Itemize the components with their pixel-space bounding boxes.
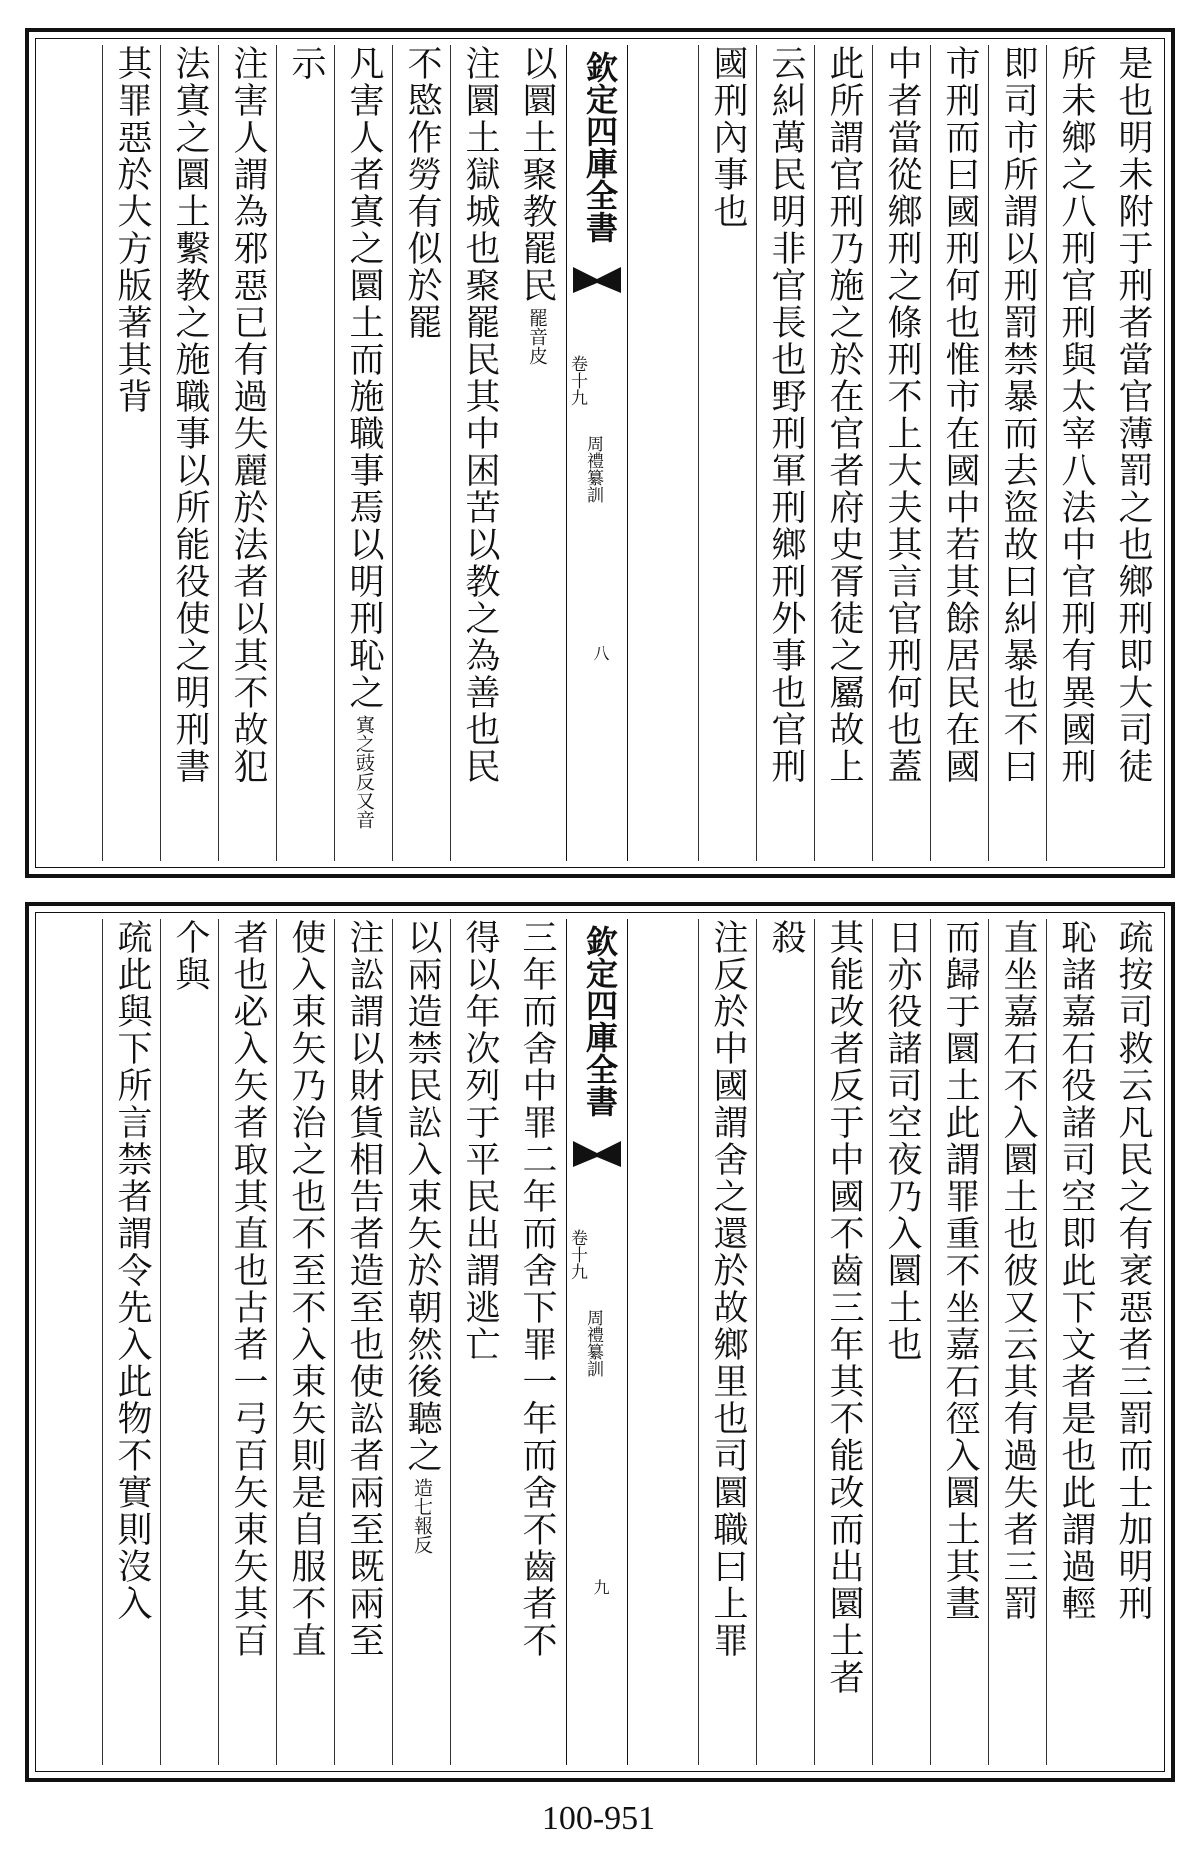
column-text: 个與: [170, 919, 210, 993]
pronunciation-note: 造七報反: [411, 1478, 433, 1554]
bottom-fish-tail-ornament-icon: [573, 1141, 621, 1167]
bottom-page-number: 九: [591, 1579, 610, 1595]
column-text: 此所謂官刑乃施之於在官者府史胥徒之屬故上: [824, 45, 864, 785]
bottom-book-title: 周禮纂訓: [583, 1309, 603, 1377]
column-text: 即司市所謂以刑罰禁暴而去盜故曰糾暴也不曰: [998, 45, 1038, 785]
column-text: 三年而舍中罪二年而舍下罪一年而舍不齒者不: [517, 919, 557, 1659]
column-text: 以圜土聚教罷民: [517, 45, 557, 304]
top-center-column: [566, 45, 628, 861]
bottom-volume: 卷十九: [567, 1229, 587, 1280]
column-text: 國刑內事也: [708, 45, 748, 230]
column-text: 注害人謂為邪惡已有過失麗於法者以其不故犯: [228, 45, 268, 785]
top-page-column: [756, 45, 815, 861]
bottom-page-column: [1104, 919, 1162, 1765]
column-text: 是也明未附于刑者當官薄罰之也鄉刑即大司徒: [1113, 45, 1153, 785]
top-page-column: [872, 45, 931, 861]
column-text: 凡害人者寘之圜土而施職事焉以明刑恥之: [344, 45, 384, 711]
top-volume: 卷十九: [567, 355, 587, 406]
top-page-frame: [35, 38, 1165, 868]
column-text: 其罪惡於大方版著其背: [112, 45, 152, 415]
column-text: 直坐嘉石不入圜土也彼又云其有過失者三罰: [998, 919, 1038, 1622]
pronunciation-note: 寘之豉反又音: [353, 715, 375, 829]
top-page: [25, 28, 1175, 878]
column-text: 市刑而曰國刑何也惟市在國中若其餘居民在國: [940, 45, 980, 785]
column-text: 者也必入矢者取其直也古者一弓百矢束矢其百: [228, 919, 268, 1659]
top-page-column: [698, 45, 757, 861]
bottom-page-column: [756, 919, 815, 1765]
column-text: 中者當從鄉刑之條刑不上大夫其言官刑何也蓋: [882, 45, 922, 785]
top-page-column: [102, 45, 161, 861]
top-page-number: 八: [591, 645, 610, 661]
bottom-page-column: [1046, 919, 1105, 1765]
column-text: 示: [286, 45, 326, 82]
bottom-header-title: 欽定四庫全書: [581, 925, 619, 1117]
bottom-page-column: [872, 919, 931, 1765]
column-text: 恥諸嘉石役諸司空即此下文者是也此謂過輕: [1056, 919, 1096, 1622]
column-text: 得以年次列于平民出謂逃亡: [460, 919, 500, 1363]
column-text: 疏按司救云凡民之有衺惡者三罰而士加明刑: [1113, 919, 1153, 1622]
column-text: 注反於中國謂舍之還於故鄉里也司圜職曰上罪: [708, 919, 748, 1659]
bottom-page-column: [450, 919, 509, 1765]
top-page-column: [218, 45, 277, 861]
top-page-column: [1104, 45, 1162, 861]
page-footer-number: 100-951: [541, 1800, 656, 1837]
column-text: 注圜土獄城也聚罷民其中困苦以教之為善也民: [460, 45, 500, 785]
top-page-column: [160, 45, 219, 861]
column-text: 其能改者反于中國不齒三年其不能改而出圜土者: [824, 919, 864, 1696]
column-text: 疏此與下所言禁者謂令先入此物不實則沒入: [112, 919, 152, 1622]
top-page-column: [814, 45, 873, 861]
column-text: 法寘之圜土繫教之施職事以所能役使之明刑書: [170, 45, 210, 785]
top-page-column: [988, 45, 1047, 861]
column-text: 所未鄉之八刑官刑與太宰八法中官刑有異國刑: [1056, 45, 1096, 785]
column-text: 不愍作勞有似於罷: [402, 45, 442, 341]
column-text: 殺: [766, 919, 806, 956]
bottom-page-frame: [35, 912, 1165, 1772]
top-header-title: 欽定四庫全書: [581, 51, 619, 243]
bottom-page-column: [508, 919, 566, 1765]
bottom-page-column: [698, 919, 757, 1765]
bottom-page-column: [814, 919, 873, 1765]
column-text: 日亦役諸司空夜乃入圜土也: [882, 919, 922, 1363]
bottom-page-column: [392, 919, 451, 1765]
pronunciation-note: 罷音皮: [526, 308, 548, 365]
top-page-column: [334, 45, 393, 861]
bottom-page-column: [988, 919, 1047, 1765]
top-page-column: [930, 45, 989, 861]
bottom-page-column: [218, 919, 277, 1765]
bottom-page-column: [276, 919, 335, 1765]
top-page-column: [276, 45, 335, 861]
top-page-column: [1046, 45, 1105, 861]
column-text: 云糾萬民明非官長也野刑軍刑鄉刑外事也官刑: [766, 45, 806, 785]
bottom-page-column: [160, 919, 219, 1765]
bottom-center-column: [566, 919, 628, 1765]
column-text: 使入束矢乃治之也不至不入束矢則是自服不直: [286, 919, 326, 1659]
bottom-page-column: [930, 919, 989, 1765]
top-page-column: [508, 45, 566, 861]
bottom-page: [25, 902, 1175, 1782]
top-page-column: [392, 45, 451, 861]
top-book-title: 周禮纂訓: [583, 435, 603, 503]
column-text: 以兩造禁民訟入束矢於朝然後聽之: [402, 919, 442, 1474]
column-text: 而歸于圜土此謂罪重不坐嘉石徑入圜土其晝: [940, 919, 980, 1622]
column-text: 注訟謂以財貨相告者造至也使訟者兩至既兩至: [344, 919, 384, 1659]
top-fish-tail-ornament-icon: [573, 267, 621, 293]
top-page-column: [450, 45, 509, 861]
bottom-page-column: [102, 919, 161, 1765]
bottom-page-column: [334, 919, 393, 1765]
